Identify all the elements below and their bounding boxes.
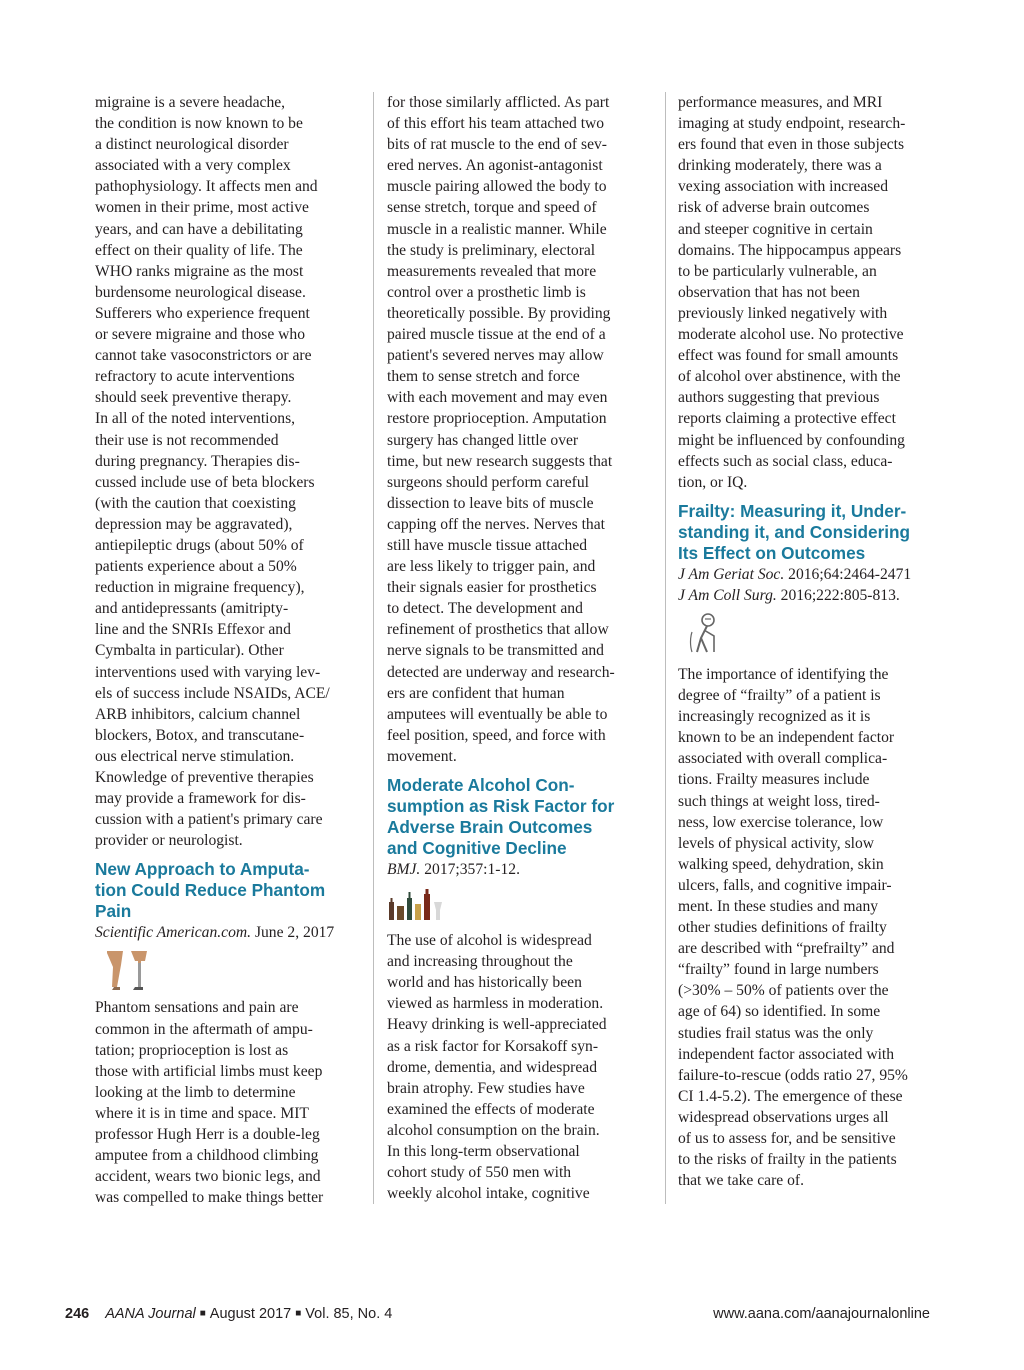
text-line: In all of the noted interventions,	[95, 410, 296, 428]
citation-source: BMJ.	[387, 861, 421, 878]
separator-square: ■	[295, 1308, 302, 1319]
citation-source: J Am Geriat Soc.	[678, 565, 785, 583]
text-line: bits of rat muscle to the end of sev-	[387, 136, 607, 154]
text-line: tation; proprioception is lost as	[95, 1041, 289, 1059]
text-line: those with artificial limbs must keep	[95, 1062, 323, 1080]
citation-date: 2016;222:805-813.	[776, 586, 900, 604]
text-line: nerve signals to be transmitted and	[387, 642, 604, 660]
volume-info: Vol. 85, No. 4	[305, 1306, 393, 1322]
text-line: provider or neurologist.	[95, 832, 243, 850]
heading-amputation	[95, 859, 371, 922]
page-number: 246	[65, 1306, 90, 1322]
heading-line: sumption as Risk Factor for	[387, 796, 615, 816]
text-line: migraine is a severe headache,	[95, 94, 286, 111]
text-line: looking at the limb to determine	[95, 1083, 296, 1101]
bottles-icon	[387, 888, 447, 922]
text-line: (>30% – 50% of patients over the	[678, 982, 889, 1000]
text-line: professor Hugh Herr is a double-leg	[95, 1126, 320, 1144]
text-line: still have muscle tissue attached	[387, 536, 588, 554]
text-line: paired muscle tissue at the end of a	[387, 326, 606, 344]
body-text-migraine	[95, 92, 371, 851]
text-line: failure-to-rescue (odds ratio 27, 95%	[678, 1066, 908, 1084]
column-divider-2	[665, 92, 666, 1204]
text-line: examined the effects of moderate	[387, 1100, 595, 1118]
heading-frailty	[678, 501, 950, 564]
citation-date: June 2, 2017	[251, 924, 335, 942]
text-line: to the risks of frailty in the patients	[678, 1151, 897, 1169]
text-line: studies frail status was the only	[678, 1024, 874, 1042]
text-line: age of 64) so identified. In some	[678, 1003, 881, 1021]
text-line: are described with “prefrailty” and	[678, 940, 895, 958]
text-line: weekly alcohol intake, cognitive	[387, 1185, 590, 1203]
text-line: pathophysiology. It affects men and	[95, 178, 318, 196]
text-line: of alcohol over abstinence, with the	[678, 368, 901, 386]
text-line: associated with overall complica-	[678, 750, 888, 768]
column-2	[387, 92, 663, 1204]
heading-line: Frailty: Measuring it, Under-	[678, 500, 907, 521]
text-line: or severe migraine and those who	[95, 326, 306, 344]
text-line: ulcers, falls, and cognitive impair-	[678, 876, 892, 894]
text-line: sense stretch, torque and speed of	[387, 199, 597, 217]
text-line: was compelled to make things better	[95, 1189, 324, 1207]
text-line: Phantom sensations and pain are	[95, 999, 299, 1017]
text-line: drome, dementia, and widespread	[387, 1058, 598, 1076]
text-line: alcohol consumption on the brain.	[387, 1121, 600, 1139]
text-line: measurements revealed that more	[387, 262, 597, 280]
text-line: world and has historically been	[387, 974, 582, 992]
text-line: vexing association with increased	[678, 178, 889, 196]
text-line: restore proprioception. Amputation	[387, 410, 607, 428]
text-line: effects such as social class, educa-	[678, 452, 893, 470]
text-line: reports claiming a protective effect	[678, 410, 896, 428]
text-line: drinking moderately, there was a	[678, 157, 882, 175]
text-line: levels of physical activity, slow	[678, 834, 875, 852]
text-line: for those similarly afflicted. As part	[387, 94, 610, 111]
heading-line: tion Could Reduce Phantom	[95, 880, 326, 901]
text-line: risk of adverse brain outcomes	[678, 199, 870, 217]
text-line: depression may be aggravated),	[95, 515, 293, 533]
text-line: degree of “frailty” of a patient is	[678, 687, 881, 705]
text-line: authors suggesting that previous	[678, 389, 880, 407]
text-line: muscle in a realistic manner. While	[387, 220, 607, 238]
text-line: ers are confident that human	[387, 684, 565, 702]
heading-line: Moderate Alcohol Con-	[387, 775, 575, 795]
text-line: ment. In these studies and many	[678, 898, 879, 915]
heading-line: Pain	[95, 901, 132, 922]
text-line: reduction in migraine frequency),	[95, 579, 305, 597]
text-line: ers found that even in those subjects	[678, 136, 905, 154]
text-line: cohort study of 550 men with	[387, 1164, 572, 1182]
text-line: may provide a framework for dis-	[95, 790, 306, 808]
text-line: burdensome neurological disease.	[95, 283, 306, 301]
text-line: patients experience about a 50%	[95, 558, 297, 576]
text-line: ous electrical nerve stimulation.	[95, 747, 295, 765]
text-line: control over a prosthetic limb is	[387, 283, 586, 301]
text-line: that we take care of.	[678, 1172, 804, 1190]
text-line: cussed include use of beta blockers	[95, 473, 315, 491]
body-text-alcohol	[387, 930, 663, 1204]
text-line: refinement of prosthetics that allow	[387, 621, 609, 639]
text-line: viewed as harmless in moderation.	[387, 995, 604, 1013]
text-line: known to be an independent factor	[678, 729, 895, 747]
text-line: Heavy drinking is well-appreciated	[387, 1016, 607, 1034]
text-line: and increasing throughout the	[387, 953, 573, 971]
text-line: women in their prime, most active	[95, 199, 309, 217]
text-line: a distinct neurological disorder	[95, 136, 289, 154]
body-text-amputation-cont	[387, 92, 663, 767]
text-line: antiepileptic drugs (about 50% of	[95, 536, 304, 554]
text-line: interventions used with varying lev-	[95, 663, 321, 681]
text-line: brain atrophy. Few studies have	[387, 1079, 585, 1097]
text-line: In this long-term observational	[387, 1143, 580, 1161]
text-line: imaging at study endpoint, research-	[678, 115, 906, 133]
text-line: and antidepressants (amitripty-	[95, 600, 289, 618]
text-line: their use is not recommended	[95, 431, 279, 449]
text-line: accident, wears two bionic legs, and	[95, 1168, 321, 1186]
citation-date: 2017;357:1-12.	[420, 861, 520, 878]
text-line: during pregnancy. Therapies dis-	[95, 452, 300, 470]
citation-amputation	[95, 922, 371, 943]
text-line: (with the caution that coexisting	[95, 494, 296, 512]
heading-line: Its Effect on Outcomes	[678, 542, 866, 563]
text-line: cussion with a patient's primary care	[95, 811, 323, 829]
text-line: such things at weight loss, tired-	[678, 792, 880, 810]
body-text-frailty	[678, 664, 950, 1191]
text-line: associated with a very complex	[95, 157, 291, 175]
heading-line: Adverse Brain Outcomes	[387, 817, 593, 837]
journal-name: AANA Journal	[105, 1306, 196, 1322]
text-line: of this effort his team attached two	[387, 115, 605, 133]
text-line: CI 1.4-5.2). The emergence of these	[678, 1087, 903, 1105]
text-line: The use of alcohol is widespread	[387, 932, 592, 950]
text-line: performance measures, and MRI	[678, 94, 883, 111]
text-line: ARB inhibitors, calcium channel	[95, 705, 301, 723]
text-line: with each movement and may even	[387, 389, 608, 407]
text-line: tion, or IQ.	[678, 473, 748, 491]
heading-line: and Cognitive Decline	[387, 838, 567, 858]
text-line: dissection to leave bits of muscle	[387, 494, 594, 512]
text-line: time, but new research suggests that	[387, 452, 613, 470]
text-line: line and the SNRIs Effexor and	[95, 621, 291, 639]
text-line: effect was found for small amounts	[678, 347, 899, 365]
citation-alcohol	[387, 859, 663, 880]
text-line: amputee from a childhood climbing	[95, 1147, 319, 1165]
text-line: observation that has not been	[678, 283, 860, 301]
text-line: as a risk factor for Korsakoff syn-	[387, 1037, 599, 1055]
text-line: independent factor associated with	[678, 1045, 895, 1063]
text-line: the condition is now known to be	[95, 115, 303, 133]
text-line: where it is in time and space. MIT	[95, 1104, 309, 1122]
heading-line: standing it, and Considering	[678, 521, 911, 542]
text-line: other studies definitions of frailty	[678, 919, 887, 937]
text-line: increasingly recognized as it is	[678, 708, 871, 726]
text-line: and steeper cognitive in certain	[678, 220, 873, 238]
body-text-amputation	[95, 997, 371, 1208]
text-line: ered nerves. An agonist-antagonist	[387, 157, 603, 175]
citation-source: Scientific American.com.	[95, 924, 252, 942]
text-line: moderate alcohol use. No protective	[678, 326, 904, 344]
column-1	[95, 92, 371, 1208]
text-line: to be particularly vulnerable, an	[678, 262, 877, 280]
text-line: surgeons should perform careful	[387, 473, 589, 491]
page-footer	[65, 1306, 930, 1322]
text-line: the study is preliminary, electoral	[387, 241, 596, 259]
heading-line: New Approach to Amputa-	[95, 859, 310, 880]
journal-url-link[interactable]: www.aana.com/aanajournalonline	[713, 1306, 930, 1322]
text-line: of us to assess for, and be sensitive	[678, 1130, 896, 1148]
text-line: Knowledge of preventive therapies	[95, 769, 314, 786]
text-line: domains. The hippocampus appears	[678, 241, 902, 259]
text-line: tions. Frailty measures include	[678, 771, 870, 789]
text-line: cannot take vasoconstrictors or are	[95, 347, 312, 365]
citation-frailty-2	[678, 585, 950, 606]
text-line: muscle pairing allowed the body to	[387, 178, 607, 196]
text-line: movement.	[387, 747, 457, 765]
text-line: theoretically possible. By providing	[387, 304, 611, 322]
text-line: patient's severed nerves may allow	[387, 347, 604, 365]
text-line: feel position, speed, and force with	[387, 726, 606, 744]
text-line: walking speed, dehydration, skin	[678, 855, 884, 873]
text-line: detected are underway and research-	[387, 663, 615, 681]
text-line: amputees will eventually be able to	[387, 705, 608, 723]
text-line: common in the aftermath of ampu-	[95, 1020, 313, 1038]
text-line: widespread observations urges all	[678, 1108, 889, 1126]
text-line: ness, low exercise tolerance, low	[678, 813, 884, 831]
citation-date: 2016;64:2464-2471	[784, 565, 912, 583]
issue-date: August 2017	[209, 1306, 292, 1322]
frail-person-icon	[684, 612, 728, 656]
text-line: blockers, Botox, and transcutane-	[95, 726, 305, 744]
column-3	[678, 92, 950, 1191]
text-line: effect on their quality of life. The	[95, 241, 303, 259]
text-line: refractory to acute interventions	[95, 368, 295, 386]
citation-frailty-1	[678, 564, 950, 585]
body-text-alcohol-cont	[678, 92, 950, 493]
text-line: should seek preventive therapy.	[95, 389, 292, 407]
text-line: Cymbalta in particular). Other	[95, 642, 284, 660]
text-line: are less likely to trigger pain, and	[387, 558, 596, 576]
text-line: Sufferers who experience frequent	[95, 304, 310, 322]
text-line: WHO ranks migraine as the most	[95, 262, 304, 280]
text-line: to detect. The development and	[387, 600, 583, 618]
citation-source: J Am Coll Surg.	[678, 586, 777, 604]
text-line: previously linked negatively with	[678, 304, 888, 322]
text-line: The importance of identifying the	[678, 665, 889, 683]
text-line: surgery has changed little over	[387, 431, 579, 449]
text-line: years, and can have a debilitating	[95, 220, 303, 238]
text-line: els of success include NSAIDs, ACE/	[95, 684, 330, 702]
text-line: them to sense stretch and force	[387, 368, 580, 386]
text-line: capping off the nerves. Nerves that	[387, 515, 605, 533]
text-line: might be influenced by confounding	[678, 431, 905, 449]
separator-square: ■	[199, 1308, 206, 1319]
text-line: “frailty” found in large numbers	[678, 961, 879, 979]
prosthetic-legs-icon	[101, 949, 161, 991]
column-divider-1	[373, 92, 374, 1204]
heading-alcohol	[387, 775, 663, 859]
text-line: their signals easier for prosthetics	[387, 579, 597, 597]
